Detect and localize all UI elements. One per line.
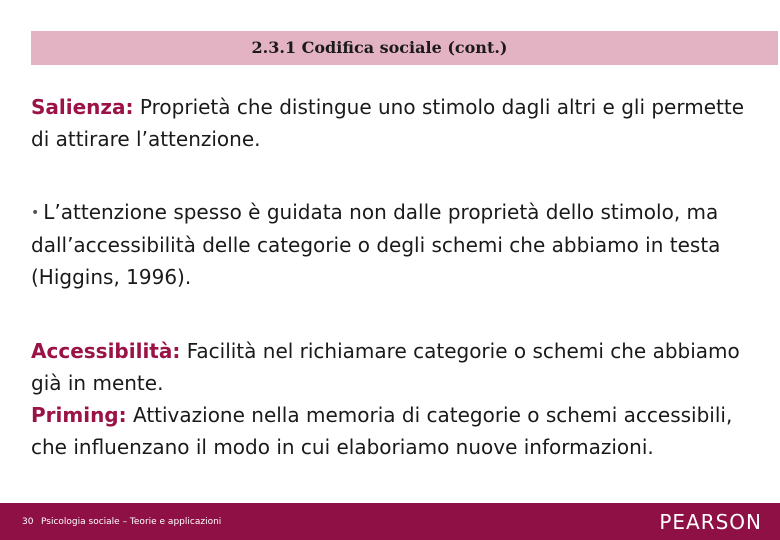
accessibilita-definition: Facilità nel richiamare categorie o schemi che abbiamo già in mente. bbox=[31, 339, 740, 395]
page-number: 30 bbox=[22, 517, 34, 527]
attention-bullet bbox=[31, 196, 761, 293]
salienza-paragraph bbox=[31, 91, 761, 155]
attention-bullet-text: L’attenzione spesso è guidata non dalle proprietà dello stimolo, ma dall’accessibilità delle categorie o degli schemi che abbiamo in testa (Higgins, 1996). bbox=[31, 200, 721, 289]
accessibilita-term: Accessibilità: bbox=[31, 339, 181, 363]
book-title: Psicologia sociale – Teorie e applicazioni bbox=[41, 517, 222, 527]
salienza-term: Salienza: bbox=[31, 95, 134, 119]
priming-paragraph bbox=[31, 399, 761, 463]
pearson-logo: PEARSON bbox=[659, 510, 762, 534]
priming-term: Priming: bbox=[31, 403, 127, 427]
definitions-block bbox=[31, 335, 761, 463]
footer-bar bbox=[0, 503, 780, 540]
salienza-definition: Proprietà che distingue uno stimolo dagli altri e gli permette di attirare l’attenzione. bbox=[31, 95, 745, 151]
accessibilita-paragraph bbox=[31, 335, 761, 399]
priming-definition: Attivazione nella memoria di categorie o schemi accessibili, che influenzano il modo in cui elaboriamo nuove informazioni. bbox=[31, 403, 733, 459]
slide-title: 2.3.1 Codifica sociale (cont.) bbox=[31, 31, 778, 65]
bullet-icon: • bbox=[31, 205, 40, 221]
